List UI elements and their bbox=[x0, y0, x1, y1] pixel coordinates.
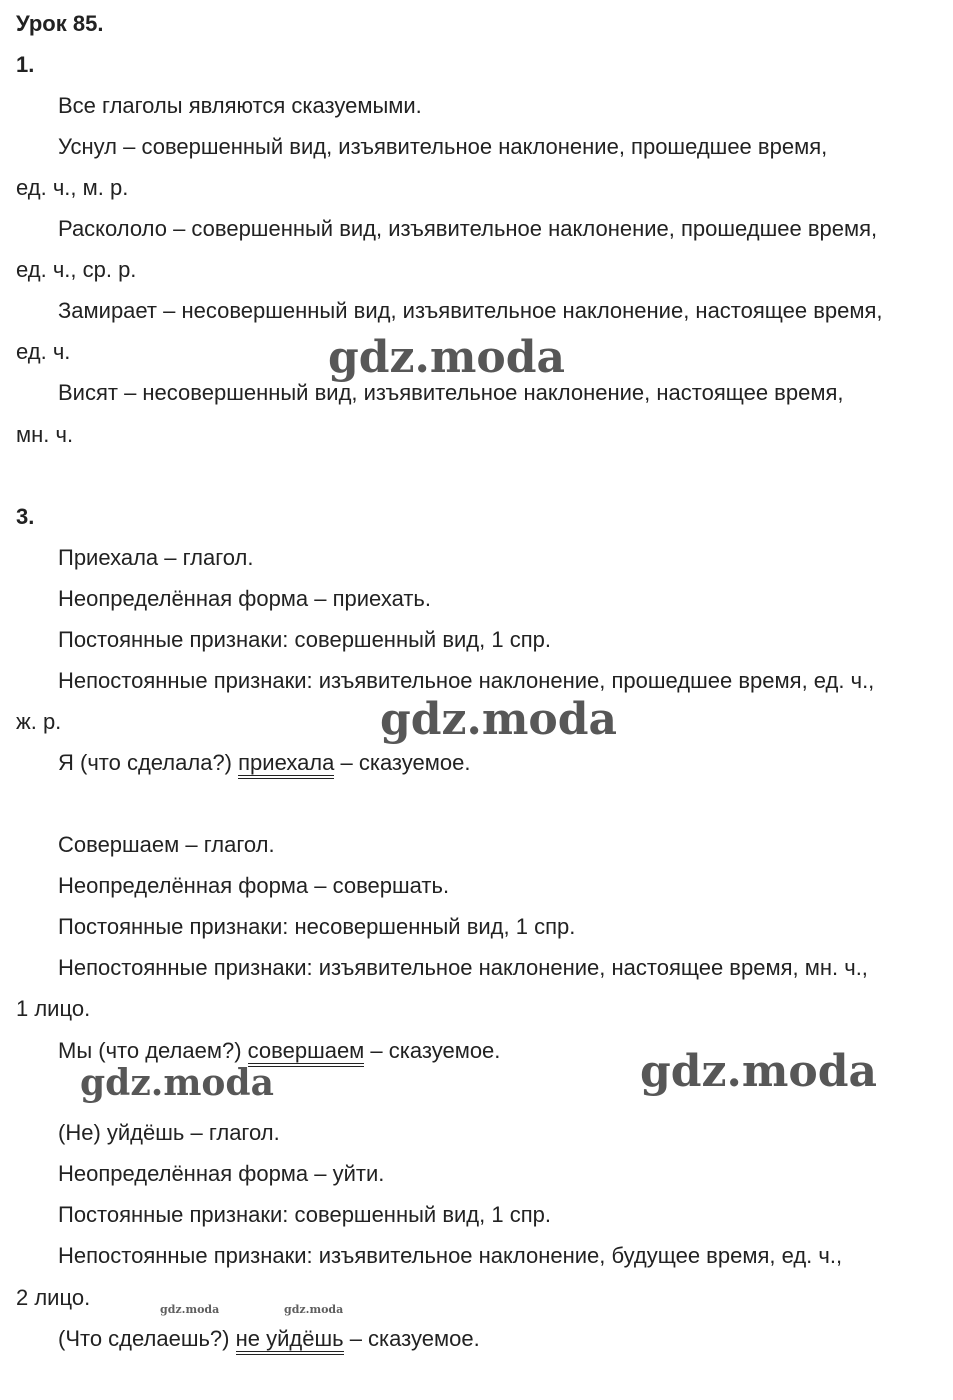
sentence-prefix: (Что сделаешь?) bbox=[58, 1326, 236, 1351]
watermark: gdz.moda bbox=[380, 694, 618, 745]
sentence-suffix: – сказуемое. bbox=[343, 1326, 480, 1351]
task-1-line: ед. ч., м. р. bbox=[16, 175, 129, 200]
block-1-line: Непостоянные признаки: изъявительное наклонение, прошедшее время, ед. ч., bbox=[58, 668, 875, 693]
task-1-line: Висят – несовершенный вид, изъявительное наклонение, настоящее время, bbox=[58, 380, 844, 405]
block-2-sentence bbox=[58, 1037, 500, 1065]
task-1-line: ед. ч. bbox=[16, 339, 71, 364]
task-1-number: 1. bbox=[16, 52, 35, 77]
page-title: Урок 85. bbox=[16, 11, 104, 36]
block-2-line: Совершаем – глагол. bbox=[58, 832, 275, 857]
task-1-line: Уснул – совершенный вид, изъявительное наклонение, прошедшее время, bbox=[58, 134, 828, 159]
block-2-line: 1 лицо. bbox=[16, 996, 91, 1021]
block-3-line: (Не) уйдёшь – глагол. bbox=[58, 1120, 280, 1145]
block-2-line: Постоянные признаки: несовершенный вид, 1 спр. bbox=[58, 914, 576, 939]
block-2-line: Неопределённая форма – совершать. bbox=[58, 873, 450, 898]
block-1-line: ж. р. bbox=[16, 709, 62, 734]
block-3-line: Непостоянные признаки: изъявительное наклонение, будущее время, ед. ч., bbox=[58, 1243, 843, 1268]
task-1-line: Раскололо – совершенный вид, изъявительное наклонение, прошедшее время, bbox=[58, 216, 878, 241]
block-2-line: Непостоянные признаки: изъявительное наклонение, настоящее время, мн. ч., bbox=[58, 955, 868, 980]
predicate-underlined: приехала bbox=[238, 750, 334, 779]
block-3-line: 2 лицо. bbox=[16, 1285, 91, 1310]
block-1-line: Приехала – глагол. bbox=[58, 545, 254, 570]
block-3-sentence bbox=[58, 1325, 480, 1353]
sentence-suffix: – сказуемое. bbox=[364, 1038, 501, 1063]
sentence-suffix: – сказуемое. bbox=[334, 750, 471, 775]
task-1-line: Замирает – несовершенный вид, изъявительное наклонение, настоящее время, bbox=[58, 298, 883, 323]
task-1-line: Все глаголы являются сказуемыми. bbox=[58, 93, 422, 118]
sentence-prefix: Я (что сделала?) bbox=[58, 750, 239, 775]
block-3-line: Неопределённая форма – уйти. bbox=[58, 1161, 385, 1186]
task-1-line: мн. ч. bbox=[16, 422, 74, 447]
sentence-prefix: Мы (что делаем?) bbox=[58, 1038, 248, 1063]
watermark: gdz.moda bbox=[640, 1046, 878, 1097]
block-1-line: Неопределённая форма – приехать. bbox=[58, 586, 431, 611]
watermark: gdz.moda bbox=[80, 1062, 274, 1104]
watermark: gdz.moda bbox=[160, 1303, 220, 1316]
block-3-line: Постоянные признаки: совершенный вид, 1 спр. bbox=[58, 1202, 551, 1227]
predicate-underlined: не уйдёшь bbox=[236, 1326, 344, 1355]
predicate-underlined: совершаем bbox=[248, 1038, 365, 1067]
watermark: gdz.moda bbox=[284, 1303, 344, 1316]
block-1-sentence bbox=[58, 749, 470, 777]
task-1-line: ед. ч., ср. р. bbox=[16, 257, 137, 282]
watermark: gdz.moda bbox=[328, 332, 566, 383]
block-1-line: Постоянные признаки: совершенный вид, 1 спр. bbox=[58, 627, 551, 652]
task-3-number: 3. bbox=[16, 504, 35, 529]
